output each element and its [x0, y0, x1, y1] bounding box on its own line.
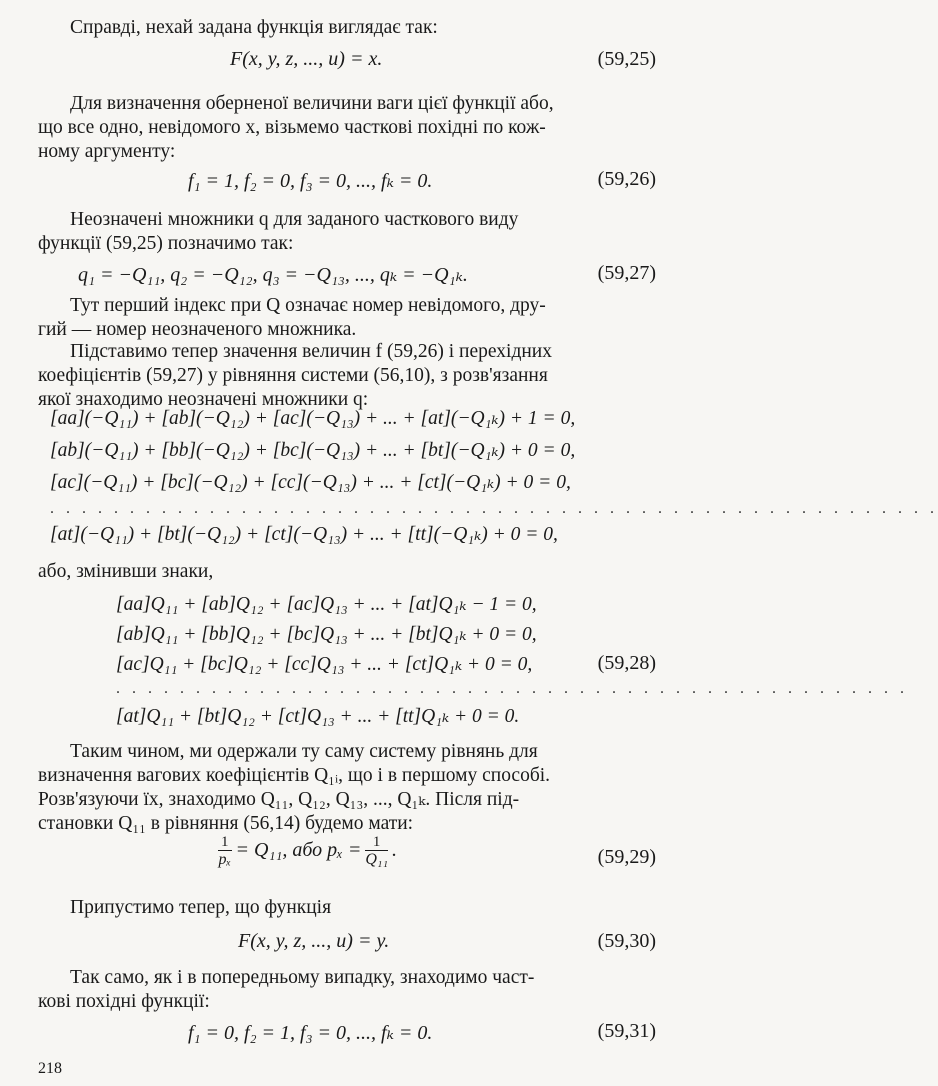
- text-line: гий — номер неозначеного множника.: [38, 319, 357, 340]
- system1-eq1: [aa](−Q₁₁) + [ab](−Q₁₂) + [ac](−Q₁₃) + ... + [at](−Q₁ₖ) + 1 = 0,: [50, 408, 576, 429]
- formula-expr: q₁ = −Q₁₁, q₂ = −Q₁₂, q₃ = −Q₁₃, ..., qₖ = −Q₁ₖ.: [78, 264, 468, 286]
- text-line: якої знаходимо неозначені множники q:: [38, 389, 369, 410]
- page-number: 218: [38, 1060, 62, 1077]
- system2-eq2: [ab]Q₁₁ + [bb]Q₁₂ + [bc]Q₁₃ + ... + [bt]Q₁ₖ + 0 = 0,: [116, 624, 537, 645]
- text-line: Припустимо тепер, що функція: [70, 897, 332, 918]
- numerator: 1: [365, 834, 388, 851]
- paragraph-multipliers: [38, 208, 656, 256]
- formula-number: (59,30): [597, 930, 656, 952]
- formula-59-27: [38, 262, 656, 292]
- formula-expr: f₁ = 0, f₂ = 1, f₃ = 0, ..., fₖ = 0.: [188, 1022, 433, 1044]
- page: [38, 0, 938, 1086]
- text-line: Неозначені множники q для заданого часткового виду: [70, 209, 519, 230]
- text-line: Тут перший індекс при Q означає номер невідомого, дру-: [70, 295, 546, 316]
- text-line: кові похідні функції:: [38, 991, 210, 1012]
- system1-eq2: [ab](−Q₁₁) + [bb](−Q₁₂) + [bc](−Q₁₃) + ... + [bt](−Q₁ₖ) + 0 = 0,: [50, 440, 576, 461]
- formula-59-26: [38, 168, 656, 198]
- text-line: Справді, нехай задана функція виглядає так:: [70, 17, 438, 38]
- formula-middle: = Q₁₁, або pₓ =: [235, 839, 362, 862]
- formula-number: (59,31): [597, 1020, 656, 1042]
- text-line: Таким чином, ми одержали ту саму систему рівнянь для: [70, 741, 538, 762]
- text-line: становки Q₁₁ в рівняння (56,14) будемо мати:: [38, 813, 414, 834]
- formula-number-59-28: (59,28): [597, 652, 656, 674]
- fraction: [218, 834, 232, 869]
- system2-eq3: [ac]Q₁₁ + [bc]Q₁₂ + [cc]Q₁₃ + ... + [ct]Q₁ₖ + 0 = 0,: [116, 654, 533, 675]
- formula-59-30: [38, 930, 656, 960]
- dot-leader: . . . . . . . . . . . . . . . . . . . . . . . . . . . . . . . . . . . . . . . . . . . . . . . . . . . . . . . .: [50, 500, 938, 517]
- paragraph-weights: [38, 740, 656, 836]
- formula-59-25: [38, 48, 656, 78]
- text-line: визначення вагових коефіцієнтів Q₁ᵢ, що і в першому способі.: [38, 765, 551, 786]
- text-line: що все одно, невідомого x, візьмемо часткові похідні по кож-: [38, 117, 546, 138]
- paragraph-intro: [38, 16, 656, 40]
- text-line: ному аргументу:: [38, 141, 176, 162]
- system1-eq4: [at](−Q₁₁) + [bt](−Q₁₂) + [ct](−Q₁₃) + ... + [tt](−Q₁ₖ) + 0 = 0,: [50, 524, 558, 545]
- text-line: або, змінивши знаки,: [38, 561, 214, 582]
- paragraph-similarly: [38, 966, 656, 1014]
- formula-59-29: [38, 834, 656, 880]
- text-line: функції (59,25) позначимо так:: [38, 233, 294, 254]
- text-line: коефіцієнтів (59,27) у рівняння системи (56,10), з розв'язання: [38, 365, 548, 386]
- dot-leader: . . . . . . . . . . . . . . . . . . . . . . . . . . . . . . . . . . . . . . . . . . . . . . . . . .: [116, 680, 908, 697]
- denominator: pₓ: [218, 851, 232, 868]
- text-line: Підставимо тепер значення величин f (59,26) і перехідних: [70, 341, 552, 362]
- system2-eq4: [at]Q₁₁ + [bt]Q₁₂ + [ct]Q₁₃ + ... + [tt]Q₁ₖ + 0 = 0.: [116, 706, 520, 727]
- formula-expr: F(x, y, z, ..., u) = y.: [238, 930, 390, 952]
- formula-expr: [214, 834, 397, 869]
- formula-number: (59,26): [597, 168, 656, 190]
- formula-expr: F(x, y, z, ..., u) = x.: [230, 48, 383, 70]
- text-line: Розв'язуючи їх, знаходимо Q₁₁, Q₁₂, Q₁₃, ..., Q₁ₖ. Після під-: [38, 789, 520, 810]
- system2-eq1: [aa]Q₁₁ + [ab]Q₁₂ + [ac]Q₁₃ + ... + [at]Q₁ₖ − 1 = 0,: [116, 594, 537, 615]
- paragraph-derivatives: [38, 92, 656, 164]
- denominator: Q₁₁: [365, 851, 389, 868]
- formula-number: (59,25): [597, 48, 656, 70]
- formula-number: (59,29): [597, 846, 656, 868]
- formula-number: (59,27): [597, 262, 656, 284]
- paragraph-substitution: [38, 340, 656, 412]
- formula-59-31: [38, 1020, 656, 1050]
- fraction: [365, 834, 388, 869]
- formula-end: .: [392, 839, 398, 862]
- paragraph-assume: [38, 896, 656, 920]
- paragraph-sign-change: [38, 560, 656, 584]
- numerator: 1: [218, 834, 232, 851]
- text-line: Так само, як і в попередньому випадку, знаходимо част-: [70, 967, 535, 988]
- text-line: Для визначення оберненої величини ваги цієї функції або,: [70, 93, 554, 114]
- system1-eq3: [ac](−Q₁₁) + [bc](−Q₁₂) + [cc](−Q₁₃) + ... + [ct](−Q₁ₖ) + 0 = 0,: [50, 472, 571, 493]
- formula-expr: f₁ = 1, f₂ = 0, f₃ = 0, ..., fₖ = 0.: [188, 170, 433, 192]
- paragraph-index-note: [38, 294, 656, 342]
